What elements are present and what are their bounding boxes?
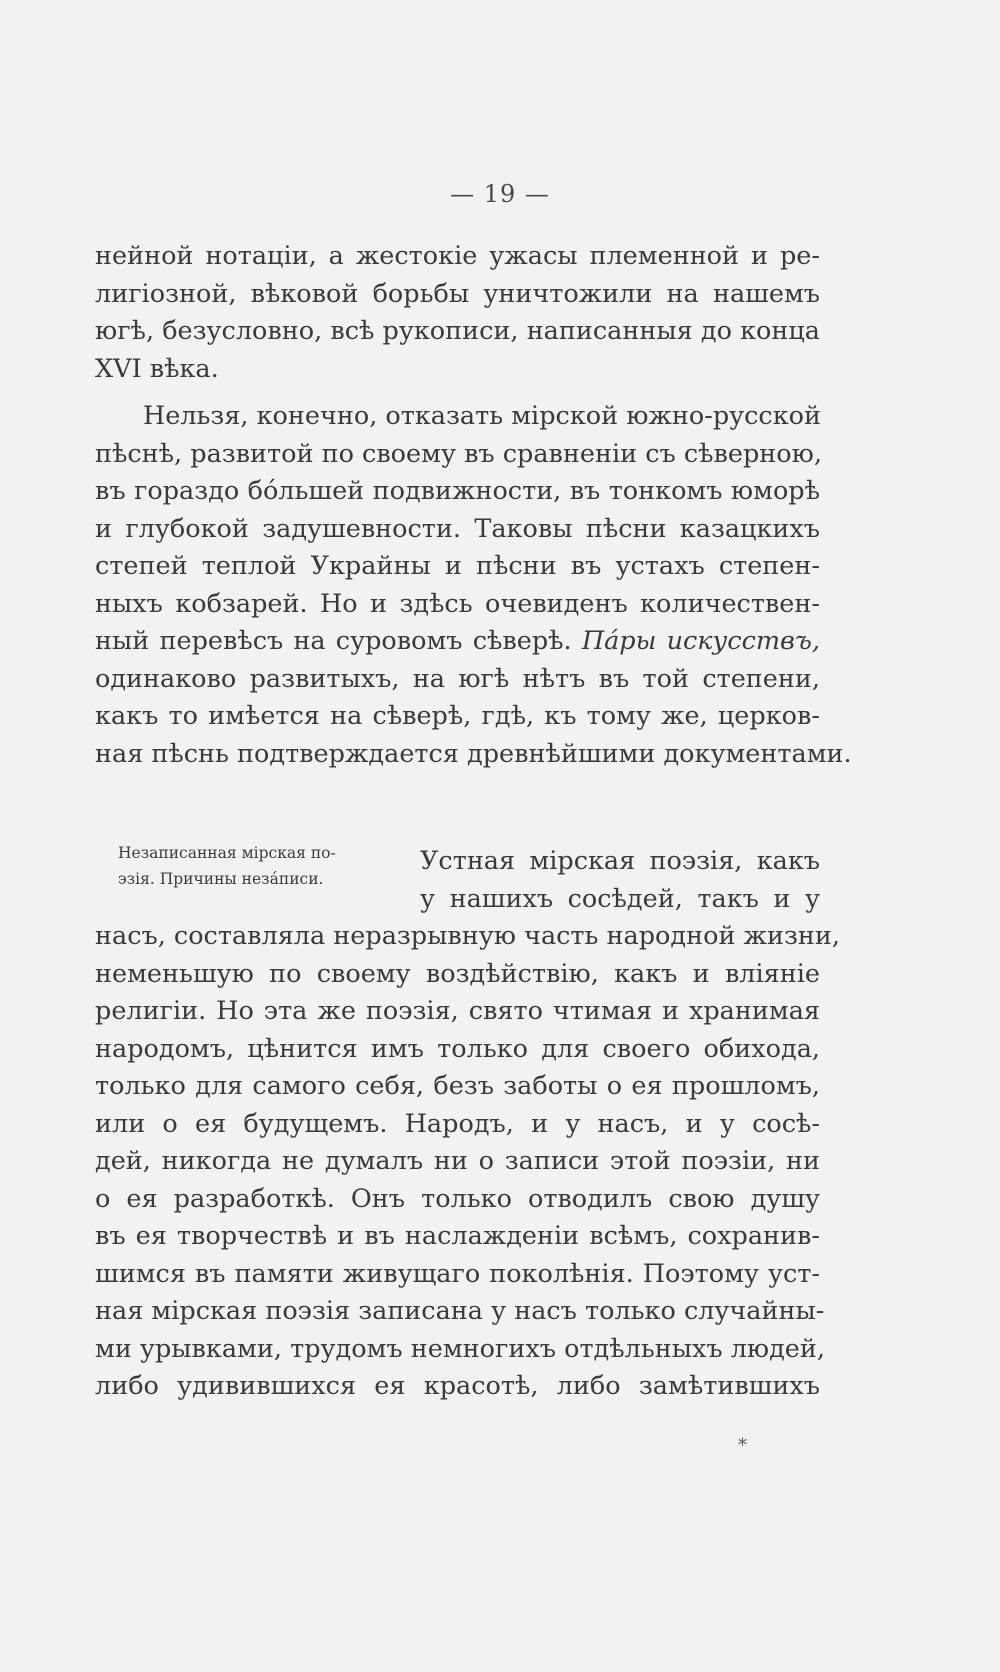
text-line: и глубокой задушевности. Таковы пѣсни казацкихъ [95, 513, 820, 544]
text-line: ная пѣснь подтверждается древнѣйшими документами. [95, 738, 852, 769]
text-line: въ гораздо бóльшей подвижности, въ тонкомъ юморѣ [95, 476, 820, 506]
text-line: либо удивившихся ея красотѣ, либо замѣтившихъ [95, 1371, 820, 1401]
text-line: Нельзя, конечно, отказать мірской южно-русской [143, 401, 822, 431]
text-line: XVI вѣка. [95, 353, 219, 384]
text-line: нейной нотаціи, а жестокіе ужасы племенной и ре- [95, 241, 820, 271]
text-line: ми урывками, трудомъ немногихъ отдѣльныхъ людей, [95, 1333, 825, 1364]
margin-note-line: Незаписанная мірская по- [118, 844, 336, 862]
text-line: неменьшую по своему воздѣйствію, какъ и вліяніе [95, 958, 820, 989]
text-line: какъ то имѣется на сѣверѣ, гдѣ, къ тому же, церков- [95, 701, 820, 731]
margin-note-line: эзія. Причины незáписи. [118, 870, 324, 888]
text-line: въ ея творчествѣ и въ наслажденіи всѣмъ, сохранив- [95, 1221, 820, 1251]
text-line: только для самого себя, безъ заботы о ея прошломъ, [95, 1071, 820, 1101]
text-line: дей, никогда не думалъ ни о записи этой поэзіи, ни [95, 1146, 820, 1176]
paragraph-3 [95, 918, 841, 1406]
text-line: пѣснѣ, развитой по своему въ сравненіи съ сѣверною, [95, 438, 822, 469]
text-line: Устная мірская поэзія, какъ [420, 846, 820, 876]
text-line: насъ, составляла неразрывную часть народной жизни, [95, 921, 841, 951]
text-line: у нашихъ сосѣдей, такъ и у [420, 883, 820, 914]
page-number: — 19 — [450, 180, 550, 208]
text-line: или о ея будущемъ. Народъ, и у насъ, и у сосѣ- [95, 1108, 820, 1139]
text-segment: ный перевѣсъ на суровомъ сѣверѣ. [95, 626, 572, 656]
text-line-with-italic [95, 623, 820, 661]
italic-phrase: Пáры искусствъ, [581, 626, 820, 656]
text-line: народомъ, цѣнится имъ только для своего обихода, [95, 1033, 820, 1064]
footnote-asterisk: * [738, 1435, 747, 1456]
text-line: одинаково развитыхъ, на югѣ нѣтъ въ той степени, [95, 663, 820, 694]
text-line: югѣ, безусловно, всѣ рукописи, написанныя до конца [95, 316, 820, 346]
paragraph-3-opening [420, 843, 820, 918]
text-line: степей теплой Украйны и пѣсни въ устахъ степен- [95, 551, 820, 581]
paragraph-1 [95, 238, 820, 388]
paragraph-2 [95, 398, 852, 773]
text-line: шимся въ памяти живущаго поколѣнія. Поэтому уст- [95, 1258, 820, 1289]
text-line: о ея разработкѣ. Онъ только отводилъ свою душу [95, 1183, 820, 1214]
text-line: ныхъ кобзарей. Но и здѣсь очевиденъ количествен- [95, 588, 820, 619]
margin-note [118, 840, 368, 892]
text-line: религіи. Но эта же поэзія, свято чтимая и хранимая [95, 996, 820, 1026]
text-line: ная мірская поэзія записана у насъ только случайны- [95, 1296, 825, 1326]
text-line: лигіозной, вѣковой борьбы уничтожили на нашемъ [95, 278, 820, 309]
